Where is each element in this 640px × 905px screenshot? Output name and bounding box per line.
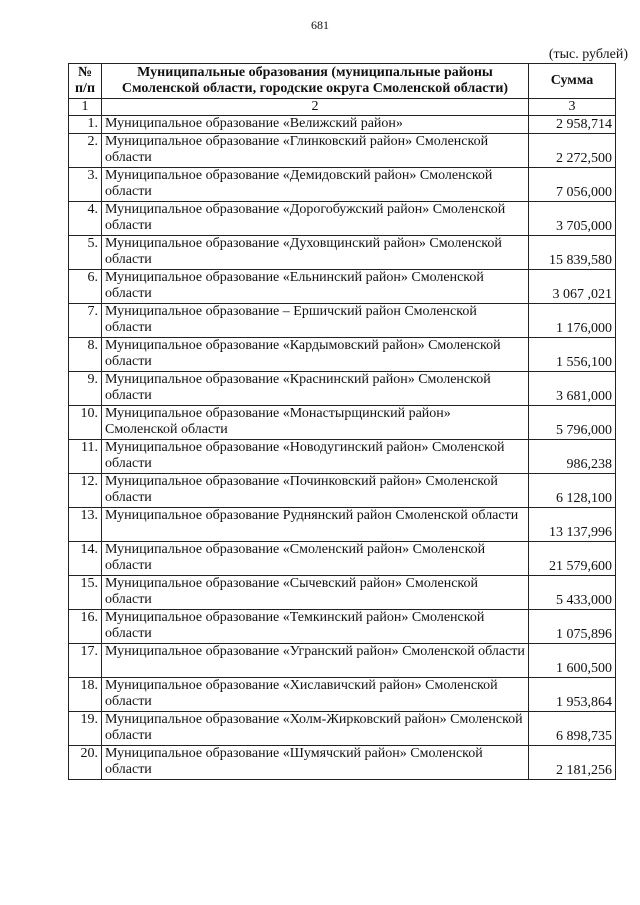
row-number: 11. [69, 440, 102, 474]
sum-value: 3 705,000 [529, 202, 616, 236]
row-number: 12. [69, 474, 102, 508]
table-row [69, 610, 616, 644]
row-number: 10. [69, 406, 102, 440]
table-row [69, 508, 616, 542]
municipality-name: Муниципальное образование «Глинковский район» Смоленской области [102, 134, 529, 168]
table-row [69, 746, 616, 780]
sum-value: 3 681,000 [529, 372, 616, 406]
municipality-name: Муниципальное образование «Духовщинский район» Смоленской области [102, 236, 529, 270]
row-number: 4. [69, 202, 102, 236]
row-number: 8. [69, 338, 102, 372]
table-row [69, 406, 616, 440]
sum-value: 2 272,500 [529, 134, 616, 168]
municipality-name: Муниципальное образование «Темкинский район» Смоленской области [102, 610, 529, 644]
municipality-name: Муниципальное образование «Велижский район» [102, 116, 529, 134]
row-number: 3. [69, 168, 102, 202]
sum-value: 15 839,580 [529, 236, 616, 270]
row-number: 20. [69, 746, 102, 780]
sum-value: 1 953,864 [529, 678, 616, 712]
municipality-name: Муниципальное образование «Дорогобужский район» Смоленской области [102, 202, 529, 236]
row-number: 9. [69, 372, 102, 406]
table-row [69, 338, 616, 372]
row-number: 5. [69, 236, 102, 270]
sum-value: 6 898,735 [529, 712, 616, 746]
row-number: 17. [69, 644, 102, 678]
sum-value: 6 128,100 [529, 474, 616, 508]
table-header-row [69, 64, 616, 99]
header-municipality: Муниципальные образования (муниципальные районы Смоленской области, городские округа Смоленской области) [102, 64, 529, 99]
municipality-name: Муниципальное образование «Сычевский район» Смоленской области [102, 576, 529, 610]
table-row [69, 542, 616, 576]
table-row [69, 474, 616, 508]
units-label: (тыс. рублей) [548, 47, 628, 62]
row-number: 7. [69, 304, 102, 338]
table-row [69, 372, 616, 406]
page-number: 681 [311, 18, 329, 32]
table-row [69, 678, 616, 712]
table-row [69, 236, 616, 270]
table-row [69, 644, 616, 678]
table-row [69, 576, 616, 610]
municipality-name: Муниципальное образование «Новодугинский район» Смоленской области [102, 440, 529, 474]
row-number: 16. [69, 610, 102, 644]
sum-value: 5 433,000 [529, 576, 616, 610]
municipality-name: Муниципальное образование «Хиславичский район» Смоленской области [102, 678, 529, 712]
municipality-name: Муниципальное образование «Смоленский район» Смоленской области [102, 542, 529, 576]
sum-value: 1 556,100 [529, 338, 616, 372]
table-row [69, 168, 616, 202]
municipality-name: Муниципальное образование «Кардымовский район» Смоленской области [102, 338, 529, 372]
row-number: 13. [69, 508, 102, 542]
sum-value: 1 600,500 [529, 644, 616, 678]
municipality-name: Муниципальное образование «Угранский район» Смоленской области [102, 644, 529, 678]
sum-value: 1 176,000 [529, 304, 616, 338]
table-row [69, 116, 616, 134]
sum-value: 986,238 [529, 440, 616, 474]
column-index: 3 [529, 99, 616, 116]
municipality-name: Муниципальное образование – Ершичский район Смоленской области [102, 304, 529, 338]
municipality-name: Муниципальное образование «Демидовский район» Смоленской области [102, 168, 529, 202]
column-index-row [69, 99, 616, 116]
municipality-name: Муниципальное образование «Шумячский район» Смоленской области [102, 746, 529, 780]
sum-value: 2 181,256 [529, 746, 616, 780]
row-number: 19. [69, 712, 102, 746]
municipality-name: Муниципальное образование «Холм-Жирковский район» Смоленской области [102, 712, 529, 746]
sum-value: 3 067 ,021 [529, 270, 616, 304]
municipality-name: Муниципальное образование Руднянский район Смоленской области [102, 508, 529, 542]
sum-value: 21 579,600 [529, 542, 616, 576]
column-index: 1 [69, 99, 102, 116]
row-number: 2. [69, 134, 102, 168]
sum-value: 13 137,996 [529, 508, 616, 542]
sum-value: 7 056,000 [529, 168, 616, 202]
sum-value: 2 958,714 [529, 116, 616, 134]
table-row [69, 440, 616, 474]
sum-value: 1 075,896 [529, 610, 616, 644]
table-row [69, 712, 616, 746]
row-number: 14. [69, 542, 102, 576]
row-number: 18. [69, 678, 102, 712]
municipality-name: Муниципальное образование «Краснинский район» Смоленской области [102, 372, 529, 406]
municipality-name: Муниципальное образование «Ельнинский район» Смоленской области [102, 270, 529, 304]
municipality-name: Муниципальное образование «Монастырщинский район» Смоленской области [102, 406, 529, 440]
row-number: 6. [69, 270, 102, 304]
header-sum: Сумма [529, 64, 616, 99]
table-row [69, 202, 616, 236]
municipality-name: Муниципальное образование «Починковский район» Смоленской области [102, 474, 529, 508]
header-number: № п/п [69, 64, 102, 99]
table-row [69, 270, 616, 304]
row-number: 15. [69, 576, 102, 610]
sum-value: 5 796,000 [529, 406, 616, 440]
table-row [69, 134, 616, 168]
table-row [69, 304, 616, 338]
budget-table [68, 63, 616, 780]
row-number: 1. [69, 116, 102, 134]
column-index: 2 [102, 99, 529, 116]
